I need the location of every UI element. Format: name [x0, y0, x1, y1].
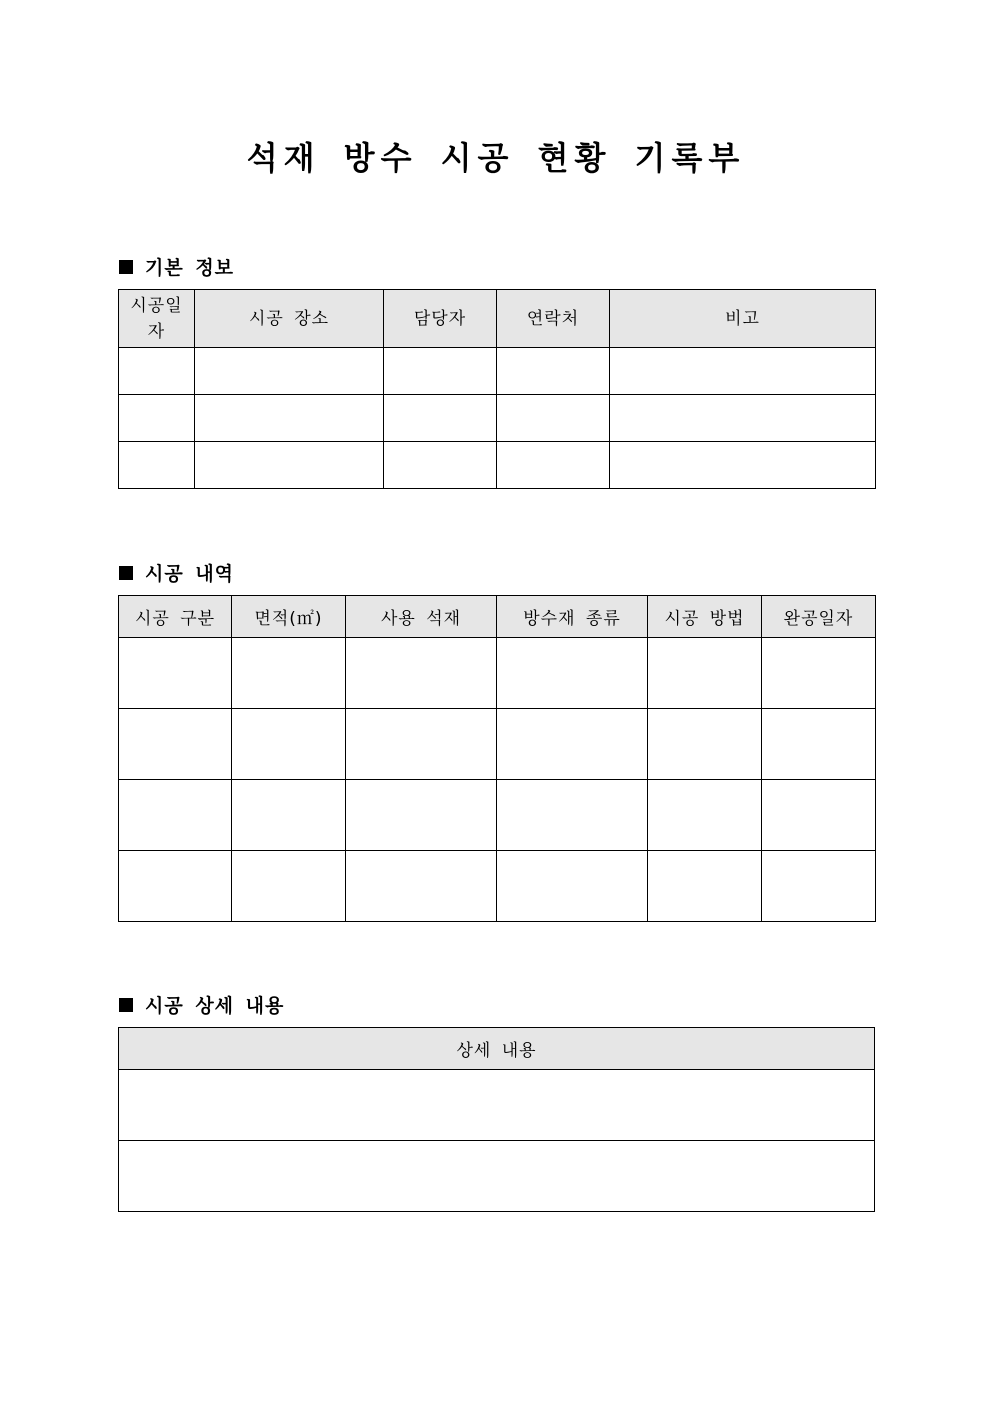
- table-header-row: [119, 290, 876, 348]
- table-cell[interactable]: [119, 1141, 875, 1212]
- table-cell[interactable]: [497, 638, 648, 709]
- header-stone-used: 사용 석재: [346, 596, 497, 638]
- table-cell[interactable]: [119, 348, 195, 395]
- table-cell[interactable]: [648, 780, 762, 851]
- section-heading-basic-label: 기본 정보: [145, 257, 235, 279]
- table-cell[interactable]: [119, 442, 195, 489]
- table-cell[interactable]: [648, 851, 762, 922]
- table-cell[interactable]: [497, 851, 648, 922]
- construction-detail-table: [118, 1027, 875, 1212]
- table-row: [119, 348, 876, 395]
- table-cell[interactable]: [119, 780, 232, 851]
- table-cell[interactable]: [232, 851, 346, 922]
- table-cell[interactable]: [232, 709, 346, 780]
- table-cell[interactable]: [195, 348, 384, 395]
- table-cell[interactable]: [497, 348, 610, 395]
- header-remarks: 비고: [610, 290, 876, 348]
- table-cell[interactable]: [762, 709, 876, 780]
- table-cell[interactable]: [610, 442, 876, 489]
- table-cell[interactable]: [497, 442, 610, 489]
- table-row: [119, 442, 876, 489]
- square-bullet-icon: [119, 998, 133, 1012]
- table-cell[interactable]: [762, 851, 876, 922]
- table-cell[interactable]: [497, 709, 648, 780]
- table-row: [119, 851, 876, 922]
- section-heading-detail: [119, 991, 284, 1018]
- basic-info-table: [118, 289, 876, 489]
- table-row: [119, 780, 876, 851]
- table-cell[interactable]: [232, 638, 346, 709]
- table-row: [119, 395, 876, 442]
- table-cell[interactable]: [346, 638, 497, 709]
- table-cell[interactable]: [384, 395, 497, 442]
- table-cell[interactable]: [610, 395, 876, 442]
- table-cell[interactable]: [497, 780, 648, 851]
- header-construction-method: 시공 방법: [648, 596, 762, 638]
- table-cell[interactable]: [346, 709, 497, 780]
- document-title: 석재 방수 시공 현황 기록부: [246, 139, 746, 177]
- table-cell[interactable]: [610, 348, 876, 395]
- header-construction-date: 시공일자: [119, 290, 195, 348]
- table-cell[interactable]: [119, 1070, 875, 1141]
- work-details-table: [118, 595, 876, 922]
- table-cell[interactable]: [119, 851, 232, 922]
- header-manager: 담당자: [384, 290, 497, 348]
- table-cell[interactable]: [648, 709, 762, 780]
- table-cell[interactable]: [346, 780, 497, 851]
- header-detail-content: 상세 내용: [119, 1028, 875, 1070]
- table-cell[interactable]: [195, 442, 384, 489]
- table-cell[interactable]: [232, 780, 346, 851]
- table-cell[interactable]: [384, 348, 497, 395]
- table-cell[interactable]: [762, 780, 876, 851]
- table-cell[interactable]: [195, 395, 384, 442]
- table-row: [119, 1141, 875, 1212]
- square-bullet-icon: [119, 260, 133, 274]
- table-header-row: [119, 596, 876, 638]
- header-completion-date: 완공일자: [762, 596, 876, 638]
- table-row: [119, 709, 876, 780]
- table-cell[interactable]: [762, 638, 876, 709]
- table-header-row: [119, 1028, 875, 1070]
- table-row: [119, 1070, 875, 1141]
- section-heading-work-label: 시공 내역: [145, 563, 235, 585]
- section-heading-detail-label: 시공 상세 내용: [145, 995, 285, 1017]
- section-heading-basic: [119, 253, 234, 280]
- header-area: 면적(㎡): [232, 596, 346, 638]
- table-cell[interactable]: [346, 851, 497, 922]
- table-row: [119, 638, 876, 709]
- table-cell[interactable]: [119, 395, 195, 442]
- table-cell[interactable]: [119, 709, 232, 780]
- square-bullet-icon: [119, 566, 133, 580]
- header-contact: 연락처: [497, 290, 610, 348]
- table-cell[interactable]: [497, 395, 610, 442]
- header-construction-type: 시공 구분: [119, 596, 232, 638]
- table-cell[interactable]: [119, 638, 232, 709]
- header-waterproofing-type: 방수재 종류: [497, 596, 648, 638]
- header-construction-site: 시공 장소: [195, 290, 384, 348]
- table-cell[interactable]: [384, 442, 497, 489]
- table-cell[interactable]: [648, 638, 762, 709]
- section-heading-work: [119, 559, 234, 586]
